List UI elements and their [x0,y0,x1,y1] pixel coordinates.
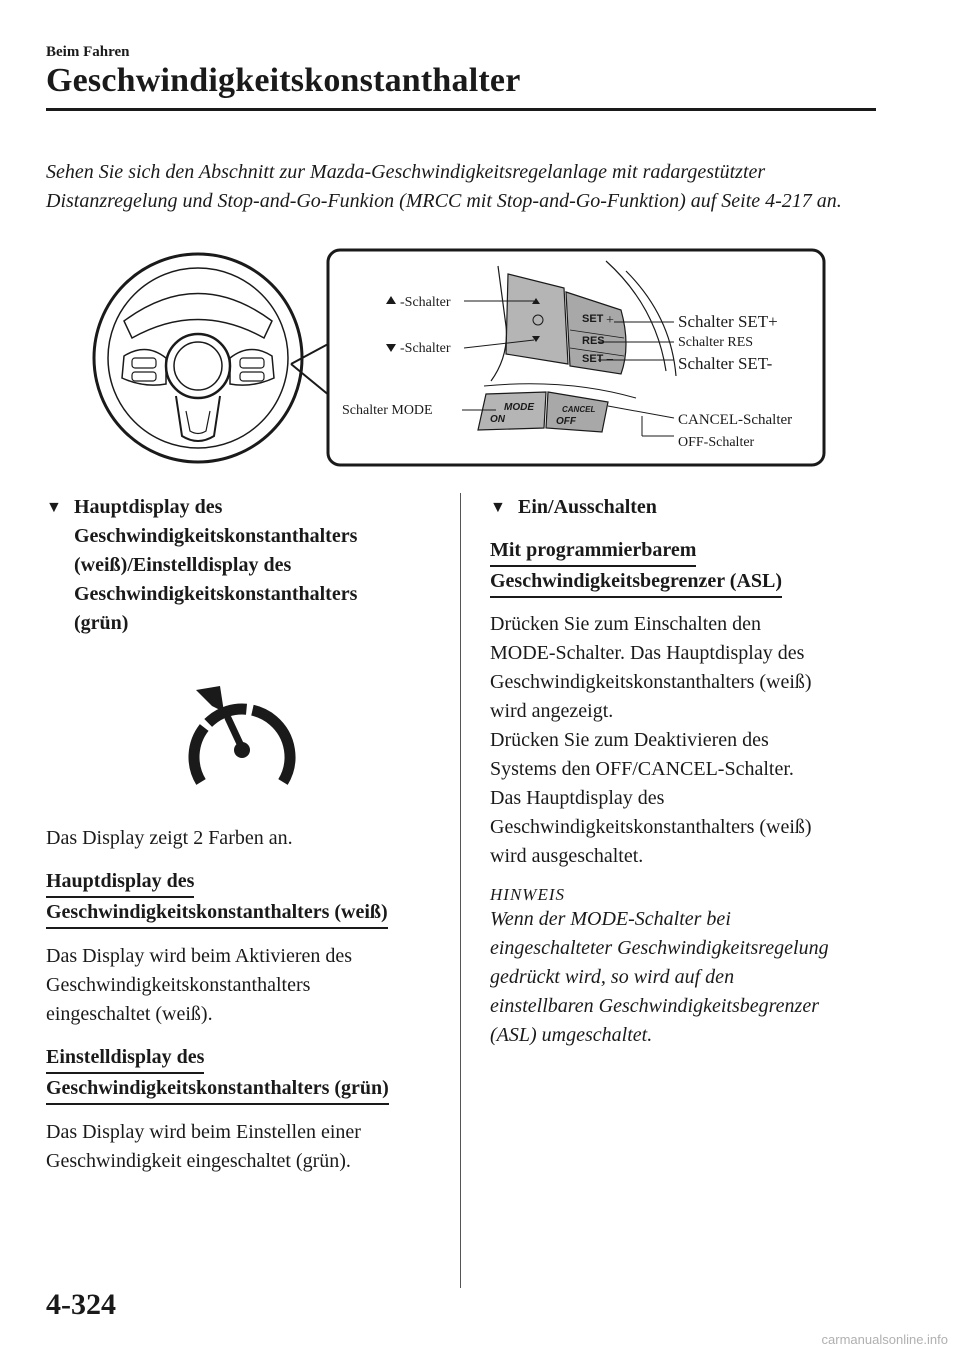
res-label: Schalter RES [678,335,754,350]
asl-heading-line: Geschwindigkeitsbegrenzer (ASL) [490,567,782,598]
watermark: carmanualsonline.info [821,1332,948,1347]
display-heading-line: (weiß)/Einstelldisplay des [74,554,292,576]
main-display-text: eingeschaltet (weiß). [46,1003,213,1025]
plus-sign: + [606,313,614,328]
section-label: Beim Fahren [46,44,130,60]
column-divider [460,493,461,1288]
display-heading-line: Geschwindigkeitskonstanthalters [74,525,358,547]
instruction-line: Systems den OFF/CANCEL-Schalter. [490,758,794,780]
on-off-heading-text: Ein/Ausschalten [518,496,657,518]
note-line: einstellbaren Geschwindigkeitsbegrenzer [490,995,820,1017]
main-display-text: Geschwindigkeitskonstanthalters [46,974,311,996]
display-heading-line: Hauptdisplay des [74,496,223,518]
set-display-heading [46,1043,389,1106]
on-off-instructions [490,610,880,871]
page-title: Geschwindigkeitskonstanthalter [46,62,521,99]
page-number: 4-324 [46,1288,116,1321]
asl-heading-line: Mit programmierbarem [490,536,696,567]
on-button-label: ON [490,414,505,425]
set-minus-label: Schalter SET- [678,354,773,373]
note-heading: HINWEIS [490,885,565,904]
cancel-button-label: CANCEL [562,405,596,414]
main-display-heading-line: Geschwindigkeitskonstanthalters (weiß) [46,898,388,929]
instruction-line: Geschwindigkeitskonstanthalters (weiß) [490,671,812,693]
note-line: (ASL) umgeschaltet. [490,1024,653,1046]
down-switch-label: -Schalter [400,341,451,356]
set-display-text: Geschwindigkeit eingeschaltet (grün). [46,1150,351,1172]
on-off-heading [490,493,880,522]
minus-sign: − [606,353,614,368]
display-heading-line: Geschwindigkeitskonstanthalters [74,583,358,605]
mode-button-label: MODE [504,402,534,413]
set-display-text: Das Display wird beim Einstellen einer [46,1121,361,1143]
display-heading [46,493,446,638]
set-plus-label: Schalter SET+ [678,312,778,331]
cruise-control-icon [182,678,302,798]
set-button-label: SET [582,313,604,325]
mode-label: Schalter MODE [342,403,433,418]
triangle-bullet-icon: ▼ [46,499,62,516]
instruction-line: Das Hauptdisplay des [490,787,665,809]
display-description: Das Display zeigt 2 Farben an. [46,827,293,849]
instruction-line: Drücken Sie zum Deaktivieren des [490,729,769,751]
steering-switch-figure [86,246,831,471]
instruction-line: MODE-Schalter. Das Hauptdisplay des [490,642,805,664]
asl-heading [490,536,880,598]
up-switch-label: -Schalter [400,295,451,310]
cruise-icon-container [46,678,446,798]
instruction-line: Drücken Sie zum Einschalten den [490,613,762,635]
note-body [490,905,880,1050]
off-label: OFF-Schalter [678,435,755,450]
set-display-heading-line: Einstelldisplay des [46,1043,204,1074]
right-column [490,493,880,1050]
set-minus-button-label: SET [582,353,604,365]
instruction-line: Geschwindigkeitskonstanthalters (weiß) [490,816,812,838]
cancel-label: CANCEL-Schalter [678,412,793,428]
instruction-line: wird angezeigt. [490,700,614,722]
intro-paragraph: Sehen Sie sich den Abschnitt zur Mazda-Geschwindigkeitsregelanlage mit radargestützter Distanzregelung und Stop-and-Go-Funkion (MRCC mit Stop-and-Go-Funktion) auf Seite 4-217 an. [46,161,842,212]
note-line: Wenn der MODE-Schalter bei [490,908,731,930]
off-button-label: OFF [556,416,576,427]
steering-wheel-drawing [94,254,302,462]
instruction-line: wird ausgeschaltet. [490,845,644,867]
set-display-heading-line: Geschwindigkeitskonstanthalters (grün) [46,1074,389,1105]
triangle-bullet-icon: ▼ [490,499,506,516]
main-display-heading [46,867,388,930]
note-line: gedrückt wird, so wird auf den [490,966,735,988]
display-heading-line: (grün) [74,612,129,634]
main-display-heading-line: Hauptdisplay des [46,867,194,898]
note-line: eingeschalteter Geschwindigkeitsregelung [490,937,829,959]
left-column [46,493,446,1176]
title-rule [46,108,876,111]
main-display-text: Das Display wird beim Aktivieren des [46,945,353,967]
res-button-label: RES [582,335,605,347]
